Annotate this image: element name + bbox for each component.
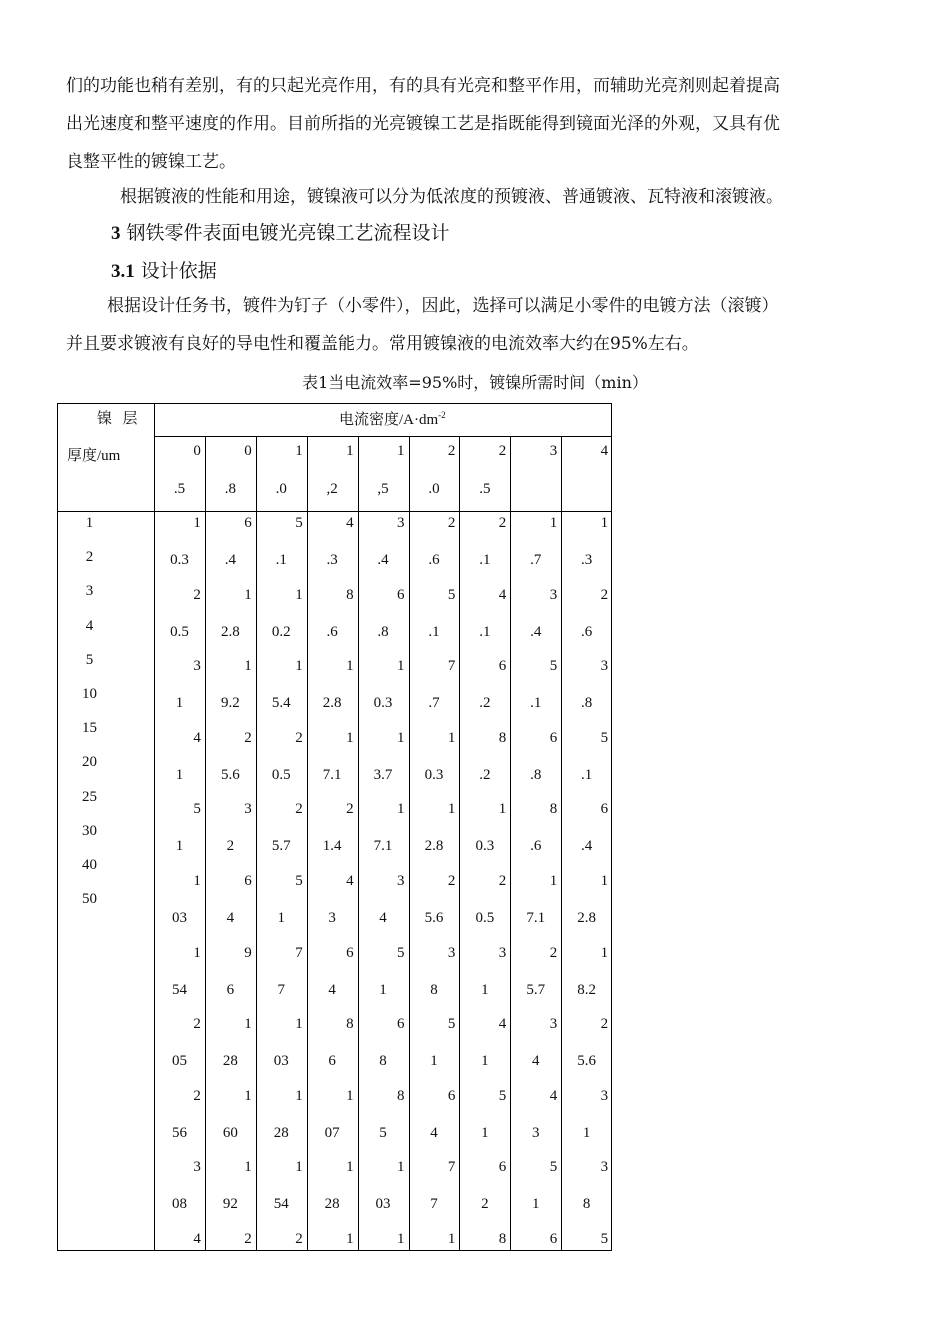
cell-fragment-bottom: 5.6 <box>220 766 240 783</box>
density-value-bottom: .5 <box>479 481 491 497</box>
cell-fragment-bottom: .1 <box>479 552 491 568</box>
cell-fragment-bottom: 08 <box>171 1196 187 1213</box>
cell-fragment-top: 3 <box>549 586 558 603</box>
cell-fragment-bottom: .2 <box>479 695 491 712</box>
cell-fragment-top: 1 <box>600 944 609 961</box>
cell-fragment-top: 7 <box>447 658 456 675</box>
cell-fragment-bottom: 28 <box>222 1053 238 1070</box>
cell-fragment-top: 3 <box>396 515 405 531</box>
cell-fragment-top: 2 <box>295 1231 303 1247</box>
cell-fragment-bottom: 1 <box>481 1053 489 1070</box>
cell-fragment-bottom: 8 <box>379 1053 387 1070</box>
density-value-bottom: .5 <box>173 481 186 497</box>
cell-fragment-bottom: .4 <box>377 552 389 568</box>
cell-fragment-top: 5 <box>498 1087 507 1104</box>
cell-fragment-top: 5 <box>193 801 201 818</box>
cell-fragment-bottom: 6 <box>226 981 235 998</box>
cell-fragment-bottom: 1 <box>379 981 387 998</box>
cell-fragment-bottom: 3 <box>531 1124 540 1141</box>
cell-fragment-top: 1 <box>295 1159 303 1176</box>
cell-fragment-top: 1 <box>193 515 201 531</box>
cell-fragment-top: 6 <box>396 1016 405 1033</box>
cell-fragment-top: 1 <box>295 1087 303 1104</box>
cell-fragment-top: 4 <box>193 1231 201 1247</box>
cell-fragment-bottom: 2.8 <box>220 623 240 640</box>
cell-fragment-top: 1 <box>346 1231 354 1247</box>
plating-time-table <box>57 403 612 1251</box>
cell-fragment-bottom: 4 <box>328 981 336 998</box>
cell-fragment-bottom: 9.2 <box>220 695 240 712</box>
cell-fragment-bottom: 1 <box>175 695 184 712</box>
cell-fragment-bottom: .3 <box>581 552 593 568</box>
cell-fragment-top: 1 <box>295 658 303 675</box>
cell-fragment-bottom: 60 <box>222 1124 238 1141</box>
cell-fragment-top: 1 <box>244 1016 252 1033</box>
cell-fragment-top: 8 <box>498 729 507 746</box>
cell-fragment-top: 1 <box>396 729 405 746</box>
cell-fragment-bottom: 03 <box>375 1196 391 1213</box>
paragraph-line: 根据设计任务书，镀件为钉子（小零件），因此，选择可以满足小零件的电镀方法（滚镀） <box>107 296 779 316</box>
cell-fragment-bottom: 1 <box>175 838 184 855</box>
cell-fragment-top: 1 <box>600 515 609 531</box>
paragraph-line: 良整平性的镀镍工艺。 <box>66 152 236 172</box>
cell-fragment-top: 5 <box>295 515 303 531</box>
cell-fragment-top: 2 <box>447 873 456 889</box>
cell-fragment-bottom: 1 <box>481 981 489 998</box>
cell-fragment-top: 6 <box>396 586 405 603</box>
section-title: 设计依据 <box>140 260 217 282</box>
cell-fragment-top: 4 <box>549 1087 558 1104</box>
cell-fragment-top: 5 <box>600 729 609 746</box>
cell-fragment-top: 8 <box>498 1231 507 1247</box>
cell-fragment-bottom: 54 <box>171 981 187 998</box>
cell-fragment-bottom: .6 <box>530 838 542 855</box>
cell-fragment-bottom: 5.6 <box>424 910 444 926</box>
cell-fragment-bottom: 03 <box>273 1053 289 1070</box>
cell-fragment-top: 2 <box>600 1016 609 1033</box>
cell-fragment-bottom: .6 <box>581 623 593 640</box>
cell-fragment-top: 2 <box>346 801 354 818</box>
paragraph-line: 们的功能也稍有差别，有的只起光亮作用，有的具有光亮和整平作用，而辅助光亮剂则起着提高 <box>66 76 780 96</box>
cell-fragment-top: 2 <box>447 515 456 531</box>
cell-fragment-bottom: .8 <box>530 766 542 783</box>
cell-fragment-top: 2 <box>193 1087 201 1104</box>
cell-fragment-bottom: 7.1 <box>373 838 393 855</box>
cell-fragment-top: 4 <box>193 729 201 746</box>
thickness-value: 40 <box>82 857 97 873</box>
cell-fragment-bottom: 54 <box>273 1196 289 1213</box>
cell-fragment-top: 3 <box>193 1159 201 1176</box>
cell-fragment-top: 6 <box>447 1087 456 1104</box>
cell-fragment-top: 3 <box>498 944 507 961</box>
cell-fragment-bottom: 5 <box>379 1124 387 1141</box>
cell-fragment-bottom: 2.8 <box>577 910 596 926</box>
cell-fragment-bottom: .1 <box>479 623 491 640</box>
cell-fragment-top: 4 <box>346 873 354 889</box>
cell-fragment-top: 1 <box>244 1087 252 1104</box>
thickness-value: 3 <box>85 583 94 600</box>
density-value-top: 0 <box>244 443 252 459</box>
paragraph-line: 根据镀液的性能和用途，镀镍液可以分为低浓度的预镀液、普通镀液、瓦特液和滚镀液。 <box>120 187 783 207</box>
cell-fragment-top: 6 <box>498 658 507 675</box>
cell-fragment-bottom: 5.7 <box>271 838 291 855</box>
density-value-bottom: .8 <box>224 481 236 497</box>
cell-fragment-bottom: 8.2 <box>577 981 596 998</box>
density-value-top: 1 <box>295 443 303 459</box>
table-border <box>57 403 612 404</box>
cell-fragment-top: 2 <box>295 801 303 818</box>
thickness-value: 30 <box>82 822 97 839</box>
cell-fragment-top: 2 <box>193 586 201 603</box>
cell-fragment-bottom: .1 <box>530 695 542 712</box>
cell-fragment-top: 2 <box>244 729 252 746</box>
cell-fragment-top: 4 <box>498 586 507 603</box>
cell-fragment-bottom: 5.6 <box>577 1053 596 1070</box>
thickness-value: 5 <box>85 651 94 668</box>
cell-fragment-top: 6 <box>346 944 354 961</box>
cell-fragment-bottom: 0.5 <box>271 766 291 783</box>
cell-fragment-bottom: 07 <box>324 1124 340 1141</box>
cell-fragment-bottom: 1 <box>277 910 285 926</box>
cell-fragment-bottom: 0.3 <box>424 766 444 783</box>
paragraph-line: 出光速度和整平速度的作用。目前所指的光亮镀镍工艺是指既能得到镜面光泽的外观，又具有优 <box>66 114 780 134</box>
cell-fragment-top: 1 <box>600 873 609 889</box>
cell-fragment-top: 1 <box>396 801 405 818</box>
density-value-top: 1 <box>346 443 354 459</box>
cell-fragment-top: 1 <box>244 658 252 675</box>
cell-fragment-top: 1 <box>295 1016 303 1033</box>
thickness-value: 20 <box>82 754 97 771</box>
thickness-value: 50 <box>82 891 97 908</box>
cell-fragment-top: 1 <box>549 515 558 531</box>
cell-fragment-bottom: .2 <box>479 766 491 783</box>
thickness-value: 2 <box>85 549 94 566</box>
density-value-bottom: ,5 <box>377 481 389 497</box>
cell-fragment-top: 8 <box>346 586 354 603</box>
cell-fragment-bottom: .7 <box>428 695 440 712</box>
cell-fragment-top: 3 <box>600 1087 609 1104</box>
cell-fragment-top: 3 <box>549 1016 558 1033</box>
corner-label-bottom: 厚度/um <box>67 448 121 464</box>
cell-fragment-bottom: 1.4 <box>322 838 342 855</box>
table-caption: 表1当电流效率=95%时，镀镍所需时间（min） <box>302 373 648 392</box>
cell-fragment-top: 8 <box>396 1087 405 1104</box>
cell-fragment-top: 3 <box>193 658 201 675</box>
cell-fragment-bottom: 8 <box>430 981 438 998</box>
cell-fragment-top: 1 <box>346 1087 354 1104</box>
cell-fragment-bottom: 1 <box>582 1124 591 1141</box>
cell-fragment-top: 3 <box>600 658 609 675</box>
density-value-top: 2 <box>498 443 507 459</box>
section-heading-3-1 <box>111 258 217 285</box>
density-value-top: 3 <box>549 443 558 459</box>
cell-fragment-top: 2 <box>295 729 303 746</box>
cell-fragment-top: 1 <box>447 801 456 818</box>
cell-fragment-top: 6 <box>498 1159 507 1176</box>
thickness-value: 1 <box>85 515 94 531</box>
cell-fragment-top: 1 <box>396 1159 405 1176</box>
cell-fragment-bottom: 7.1 <box>322 766 342 783</box>
cell-fragment-top: 5 <box>396 944 405 961</box>
cell-fragment-top: 1 <box>244 586 252 603</box>
section-heading-3 <box>111 220 450 247</box>
cell-fragment-top: 2 <box>244 1231 252 1247</box>
cell-fragment-bottom: 03 <box>171 910 187 926</box>
cell-fragment-bottom: 0.5 <box>170 623 189 640</box>
cell-fragment-bottom: .6 <box>428 552 440 568</box>
section-number: 3.1 <box>111 261 135 282</box>
cell-fragment-bottom: .8 <box>377 623 389 640</box>
cell-fragment-top: 3 <box>244 801 252 818</box>
cell-fragment-top: 1 <box>244 1159 252 1176</box>
cell-fragment-top: 1 <box>193 944 201 961</box>
density-value-bottom: .0 <box>428 481 440 497</box>
cell-fragment-bottom: 2 <box>481 1196 489 1213</box>
cell-fragment-top: 1 <box>346 1159 354 1176</box>
density-label: 电流密度/A·dm <box>339 412 439 428</box>
cell-fragment-top: 7 <box>447 1159 456 1176</box>
cell-fragment-top: 5 <box>295 873 303 889</box>
table-border <box>57 1250 612 1251</box>
cell-fragment-bottom: 5.4 <box>271 695 291 712</box>
cell-fragment-top: 5 <box>549 1159 558 1176</box>
cell-fragment-top: 6 <box>244 515 252 531</box>
cell-fragment-bottom: 05 <box>171 1053 187 1070</box>
cell-fragment-bottom: 3 <box>328 910 336 926</box>
cell-fragment-top: 1 <box>549 873 558 889</box>
cell-fragment-bottom: 6 <box>328 1053 336 1070</box>
cell-fragment-top: 2 <box>549 944 558 961</box>
thickness-value: 10 <box>82 686 97 702</box>
density-exponent: -2 <box>438 410 446 420</box>
cell-fragment-bottom: 1 <box>175 766 184 783</box>
table-border <box>154 436 612 437</box>
section-title: 钢铁零件表面电镀光亮镍工艺流程设计 <box>126 222 450 244</box>
cell-fragment-top: 4 <box>498 1016 507 1033</box>
cell-fragment-bottom: .1 <box>428 623 440 640</box>
paragraph-line: 并且要求镀液有良好的导电性和覆盖能力。常用镀镍液的电流效率大约在95%左右。 <box>66 334 699 354</box>
cell-fragment-bottom: 28 <box>324 1196 340 1213</box>
cell-fragment-top: 1 <box>346 658 354 675</box>
cell-fragment-bottom: 2.8 <box>424 838 444 855</box>
thickness-value: 25 <box>82 788 97 805</box>
cell-fragment-bottom: .4 <box>581 838 593 855</box>
cell-fragment-top: 3 <box>600 1159 609 1176</box>
cell-fragment-bottom: 4 <box>379 910 387 926</box>
table-border <box>57 511 612 512</box>
cell-fragment-top: 8 <box>346 1016 354 1033</box>
cell-fragment-top: 2 <box>193 1016 201 1033</box>
cell-fragment-bottom: 4 <box>226 910 235 926</box>
cell-fragment-bottom: 0.3 <box>373 695 393 712</box>
cell-fragment-bottom: 2.8 <box>322 695 342 712</box>
cell-fragment-bottom: .8 <box>581 695 593 712</box>
density-value-top: 0 <box>193 443 201 459</box>
section-number: 3 <box>111 223 121 244</box>
cell-fragment-bottom: 92 <box>222 1196 238 1213</box>
cell-fragment-top: 2 <box>600 586 609 603</box>
cell-fragment-bottom: .6 <box>326 623 338 640</box>
cell-fragment-bottom: .4 <box>530 623 542 640</box>
cell-fragment-bottom: 1 <box>481 1124 489 1141</box>
cell-fragment-top: 4 <box>346 515 354 531</box>
cell-fragment-bottom: .1 <box>581 766 593 783</box>
corner-label-top: 镍 层 <box>97 411 139 427</box>
cell-fragment-top: 1 <box>346 729 354 746</box>
table-border <box>611 403 612 1251</box>
cell-fragment-top: 5 <box>549 658 558 675</box>
cell-fragment-bottom: 7 <box>430 1196 438 1213</box>
cell-fragment-bottom: 8 <box>582 1196 591 1213</box>
cell-fragment-top: 3 <box>447 944 456 961</box>
density-value-top: 2 <box>447 443 456 459</box>
cell-fragment-bottom: 4 <box>531 1053 540 1070</box>
thickness-value: 15 <box>82 720 97 737</box>
cell-fragment-top: 1 <box>396 658 405 675</box>
cell-fragment-bottom: 28 <box>273 1124 289 1141</box>
density-header <box>339 408 446 429</box>
cell-fragment-top: 9 <box>244 944 252 961</box>
cell-fragment-bottom: .1 <box>275 552 287 568</box>
cell-fragment-top: 1 <box>498 801 507 818</box>
cell-fragment-top: 8 <box>549 801 558 818</box>
cell-fragment-bottom: 3.7 <box>373 766 393 783</box>
density-value-bottom: .0 <box>275 481 287 497</box>
cell-fragment-top: 1 <box>447 1231 456 1247</box>
cell-fragment-bottom: .7 <box>530 552 542 568</box>
cell-fragment-top: 7 <box>295 944 303 961</box>
cell-fragment-bottom: 0.5 <box>475 910 495 926</box>
cell-fragment-bottom: .3 <box>326 552 338 568</box>
cell-fragment-top: 1 <box>396 1231 405 1247</box>
cell-fragment-top: 6 <box>549 1231 558 1247</box>
cell-fragment-bottom: 0.3 <box>170 552 189 568</box>
cell-fragment-bottom: 5.7 <box>526 981 546 998</box>
cell-fragment-bottom: 0.3 <box>475 838 495 855</box>
cell-fragment-bottom: 7 <box>277 981 285 998</box>
cell-fragment-bottom: 2 <box>226 838 235 855</box>
cell-fragment-bottom: 0.2 <box>271 623 291 640</box>
cell-fragment-top: 5 <box>447 586 456 603</box>
cell-fragment-top: 1 <box>295 586 303 603</box>
cell-fragment-bottom: 1 <box>531 1196 540 1213</box>
density-value-top: 4 <box>600 443 609 459</box>
cell-fragment-top: 2 <box>498 515 507 531</box>
cell-fragment-top: 5 <box>447 1016 456 1033</box>
cell-fragment-top: 2 <box>498 873 507 889</box>
cell-fragment-top: 5 <box>600 1231 609 1247</box>
thickness-value: 4 <box>85 617 94 634</box>
density-value-bottom: ,2 <box>326 481 338 497</box>
cell-fragment-top: 1 <box>447 729 456 746</box>
cell-fragment-top: 6 <box>244 873 252 889</box>
cell-fragment-bottom: 7.1 <box>526 910 546 926</box>
cell-fragment-bottom: 1 <box>430 1053 438 1070</box>
cell-fragment-top: 3 <box>396 873 405 889</box>
cell-fragment-top: 1 <box>193 873 201 889</box>
density-value-top: 1 <box>396 443 405 459</box>
cell-fragment-bottom: 56 <box>171 1124 187 1141</box>
cell-fragment-bottom: .4 <box>224 552 236 568</box>
cell-fragment-top: 6 <box>549 729 558 746</box>
cell-fragment-top: 6 <box>600 801 609 818</box>
cell-fragment-bottom: 4 <box>430 1124 438 1141</box>
